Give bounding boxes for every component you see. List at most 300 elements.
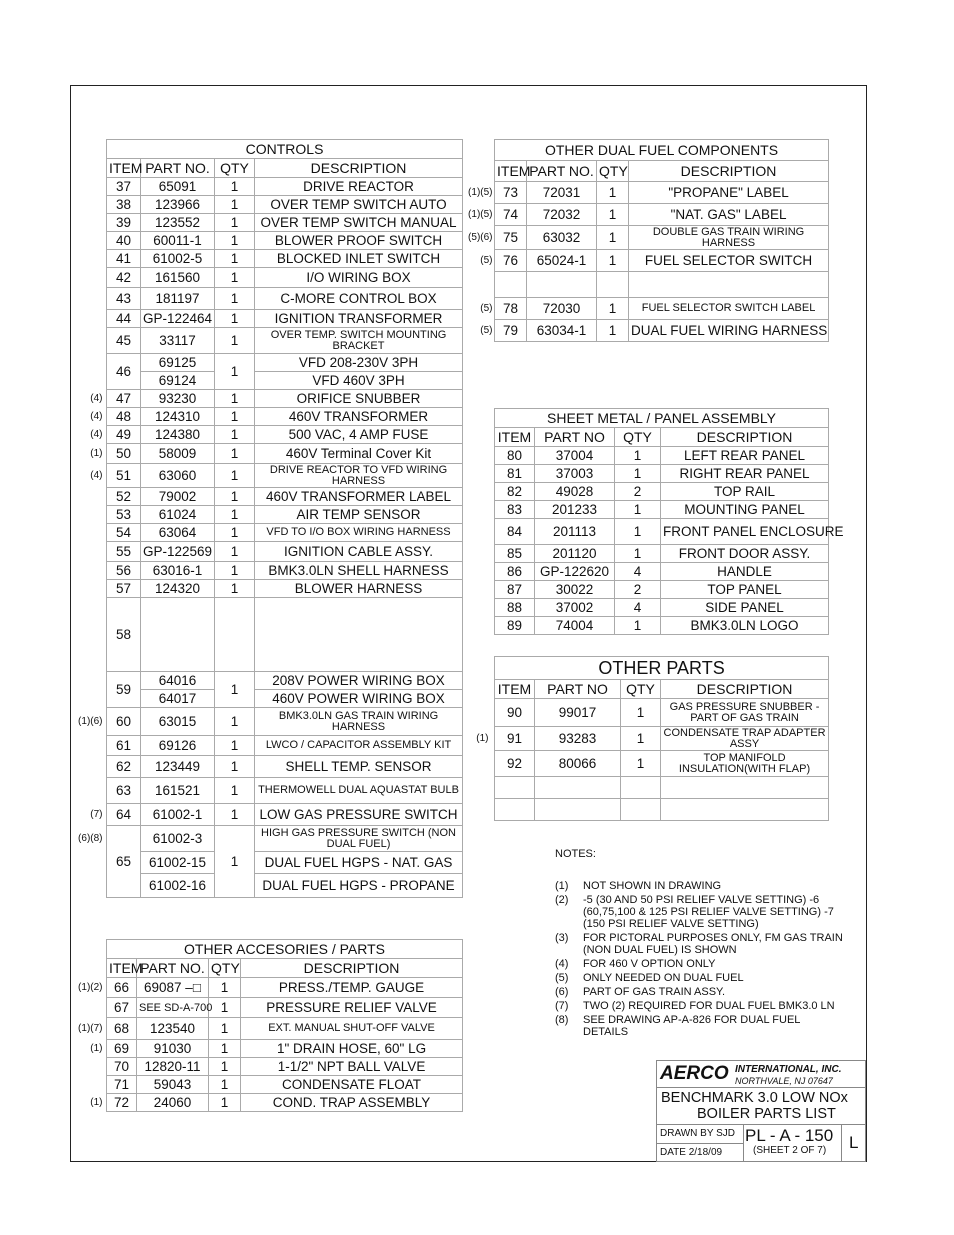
desc-cell: VFD 208-230V 3PH [255, 354, 463, 372]
part-cell: 30022 [535, 581, 615, 599]
desc-cell: LOW GAS PRESSURE SWITCH [255, 804, 463, 826]
desc-cell: CONDENSATE TRAP ADAPTER ASSY [661, 727, 829, 751]
qty-cell: 1 [597, 250, 629, 272]
note-text: -5 (30 AND 50 PSI RELIEF VALVE SETTING) -6 (60,75,100 & 125 PSI RELIEF VALVE SETTING) -7 (150 PSI RELIEF VALVE SETTING) [583, 894, 834, 930]
part-cell: 72030 [527, 298, 597, 320]
item-cell: 63 [107, 778, 141, 804]
item-cell: 62 [107, 756, 141, 778]
col-item: ITEM [495, 680, 535, 699]
qty-cell: 1 [215, 232, 255, 250]
desc-cell: TOP RAIL [661, 483, 829, 501]
item-cell: 75 [495, 226, 527, 250]
other-parts-title: OTHER PARTS [495, 657, 829, 680]
item-cell: 79 [495, 320, 527, 342]
item-cell: 59 [107, 672, 141, 708]
row-note: (5) [480, 302, 493, 314]
table-row [107, 426, 463, 444]
item-cell: 66 [107, 978, 137, 998]
part-cell: 123540 [137, 1018, 209, 1040]
desc-cell: TOP MANIFOLD INSULATION(WITH FLAP) [661, 751, 829, 777]
desc-cell: SIDE PANEL [661, 599, 829, 617]
desc-cell: 1-1/2" NPT BALL VALVE [241, 1058, 463, 1076]
part-cell: 12820-11 [137, 1058, 209, 1076]
desc-cell: BLOWER HARNESS [255, 580, 463, 598]
qty-cell: 1 [209, 998, 241, 1018]
table-row [107, 232, 463, 250]
note-number: (6) [555, 986, 569, 998]
item-cell: 90 [495, 699, 535, 727]
desc-cell: DUAL FUEL HGPS - PROPANE [255, 874, 463, 898]
qty-cell: 1 [615, 465, 661, 483]
table-row [107, 328, 463, 354]
col-desc: DESCRIPTION [661, 428, 829, 447]
part-cell: 181197 [141, 288, 215, 310]
qty-cell: 1 [215, 214, 255, 232]
table-row [495, 799, 829, 821]
table-row [495, 320, 829, 342]
desc-cell: OVER TEMP. SWITCH MOUNTING BRACKET [255, 328, 463, 354]
table-row [107, 562, 463, 580]
part-cell: 161560 [141, 268, 215, 288]
qty-cell: 1 [597, 320, 629, 342]
table-row [107, 196, 463, 214]
controls-title: CONTROLS [107, 140, 463, 159]
part-cell: 61002-3 [141, 826, 215, 852]
drawing-title-2: BOILER PARTS LIST [697, 1106, 836, 1122]
qty-cell: 1 [597, 182, 629, 204]
col-qty: QTY [615, 428, 661, 447]
qty-cell: 1 [621, 751, 661, 777]
part-cell: 201113 [535, 519, 615, 545]
qty-cell: 1 [215, 444, 255, 464]
table-row [495, 447, 829, 465]
revision-letter: L [849, 1133, 859, 1152]
table-row [107, 1094, 463, 1112]
item-cell: 65 [107, 826, 141, 898]
sheet-metal-table [494, 408, 844, 635]
table-row [495, 501, 829, 519]
table-row [107, 826, 463, 852]
table-row [495, 581, 829, 599]
part-cell: GP-122620 [535, 563, 615, 581]
table-row [107, 542, 463, 562]
table-row [107, 444, 463, 464]
col-part: PART NO. [527, 161, 597, 182]
col-part: PART NO [535, 680, 621, 699]
desc-cell: BLOCKED INLET SWITCH [255, 250, 463, 268]
drawing-date: DATE 2/18/09 [660, 1147, 723, 1158]
qty-cell: 1 [215, 464, 255, 488]
desc-cell: TOP PANEL [661, 581, 829, 599]
note-text: PART OF GAS TRAIN ASSY. [583, 986, 726, 998]
row-note: (1)(2) [78, 981, 103, 993]
item-cell: 38 [107, 196, 141, 214]
note-number: (1) [555, 880, 569, 892]
desc-cell: COND. TRAP ASSEMBLY [241, 1094, 463, 1112]
title-block [656, 1060, 866, 1162]
accessories-table [106, 939, 463, 1112]
note-item [555, 972, 843, 984]
note-text: FOR 460 V OPTION ONLY [583, 958, 716, 970]
desc-cell [629, 272, 829, 298]
part-cell [527, 272, 597, 298]
part-cell: 49028 [535, 483, 615, 501]
item-cell: 40 [107, 232, 141, 250]
table-row [107, 372, 463, 390]
part-cell: 61002-16 [141, 874, 215, 898]
note-text: SEE DRAWING AP-A-826 FOR DUAL FUEL DETAILS [583, 1014, 800, 1038]
desc-cell: FRONT DOOR ASSY. [661, 545, 829, 563]
table-row [107, 1040, 463, 1058]
table-row [107, 506, 463, 524]
qty-cell: 1 [215, 390, 255, 408]
qty-cell: 1 [215, 196, 255, 214]
part-cell [141, 598, 215, 672]
table-row [495, 617, 829, 635]
note-item [555, 1000, 843, 1012]
desc-cell: LWCO / CAPACITOR ASSEMBLY KIT [255, 736, 463, 756]
item-cell: 73 [495, 182, 527, 204]
desc-cell: 460V Terminal Cover Kit [255, 444, 463, 464]
empty-cell [495, 777, 535, 799]
table-row [107, 1058, 463, 1076]
part-cell: 123966 [141, 196, 215, 214]
empty-cell [621, 777, 661, 799]
qty-cell: 1 [615, 617, 661, 635]
table-row [107, 214, 463, 232]
note-number: (5) [555, 972, 569, 984]
part-cell: 24060 [137, 1094, 209, 1112]
col-desc: DESCRIPTION [255, 159, 463, 178]
table-row [107, 598, 463, 672]
desc-cell: BMK3.0LN SHELL HARNESS [255, 562, 463, 580]
part-cell: 161521 [141, 778, 215, 804]
part-cell: 61002-5 [141, 250, 215, 268]
part-cell: 91030 [137, 1040, 209, 1058]
part-cell: 64017 [141, 690, 215, 708]
qty-cell: 2 [615, 581, 661, 599]
empty-cell [495, 799, 535, 821]
item-cell: 50 [107, 444, 141, 464]
qty-cell: 4 [615, 563, 661, 581]
qty-cell: 1 [215, 580, 255, 598]
item-cell: 82 [495, 483, 535, 501]
table-row [495, 483, 829, 501]
qty-cell [597, 272, 629, 298]
item-cell: 60 [107, 708, 141, 736]
item-cell: 85 [495, 545, 535, 563]
table-row [107, 354, 463, 372]
qty-cell: 1 [215, 506, 255, 524]
qty-cell: 1 [209, 1058, 241, 1076]
company-logo: AERCO [660, 1063, 729, 1084]
part-cell: 72031 [527, 182, 597, 204]
part-cell: 69126 [141, 736, 215, 756]
col-desc: DESCRIPTION [661, 680, 829, 699]
item-cell: 55 [107, 542, 141, 562]
empty-cell [535, 777, 621, 799]
table-row [107, 804, 463, 826]
qty-cell: 1 [215, 268, 255, 288]
table-row [495, 272, 829, 298]
desc-cell: DRIVE REACTOR [255, 178, 463, 196]
qty-cell: 4 [615, 599, 661, 617]
qty-cell: 1 [215, 804, 255, 826]
item-cell: 68 [107, 1018, 137, 1040]
note-number: (4) [555, 958, 569, 970]
qty-cell: 1 [621, 727, 661, 751]
item-cell: 72 [107, 1094, 137, 1112]
item-cell: 48 [107, 408, 141, 426]
item-cell: 56 [107, 562, 141, 580]
table-row [495, 751, 829, 777]
table-row [107, 178, 463, 196]
desc-cell: I/O WIRING BOX [255, 268, 463, 288]
part-cell: 61024 [141, 506, 215, 524]
controls-table [106, 139, 463, 898]
table-row [107, 250, 463, 268]
col-qty: QTY [621, 680, 661, 699]
empty-cell [661, 799, 829, 821]
part-cell: 93230 [141, 390, 215, 408]
part-cell: 63034-1 [527, 320, 597, 342]
table-row [107, 778, 463, 804]
qty-cell: 1 [597, 226, 629, 250]
drawing-number: PL - A - 150 [745, 1126, 834, 1145]
row-note: (4) [90, 410, 103, 422]
sheet-metal-title: SHEET METAL / PANEL ASSEMBLY [495, 409, 829, 428]
qty-cell: 1 [597, 298, 629, 320]
item-cell: 67 [107, 998, 137, 1018]
part-cell: 63060 [141, 464, 215, 488]
table-row [107, 1076, 463, 1094]
accessories-title: OTHER ACCESORIES / PARTS [107, 940, 463, 959]
part-cell: 80066 [535, 751, 621, 777]
row-note: (7) [90, 808, 103, 820]
desc-cell: OVER TEMP SWITCH AUTO [255, 196, 463, 214]
part-cell: GP-122569 [141, 542, 215, 562]
item-cell: 91 [495, 727, 535, 751]
qty-cell: 1 [215, 178, 255, 196]
table-row [107, 1018, 463, 1040]
row-note: (5)(6) [468, 231, 493, 243]
qty-cell: 1 [215, 736, 255, 756]
item-cell: 92 [495, 751, 535, 777]
desc-cell: MOUNTING PANEL [661, 501, 829, 519]
part-cell: 201120 [535, 545, 615, 563]
part-cell: 37003 [535, 465, 615, 483]
desc-cell: "PROPANE" LABEL [629, 182, 829, 204]
note-number: (8) [555, 1014, 569, 1026]
row-note: (4) [90, 392, 103, 404]
qty-cell: 1 [597, 204, 629, 226]
qty-cell: 1 [615, 447, 661, 465]
part-cell: 69124 [141, 372, 215, 390]
qty-cell: 1 [209, 1018, 241, 1040]
qty-cell: 1 [215, 562, 255, 580]
part-cell: 59043 [137, 1076, 209, 1094]
desc-cell: 208V POWER WIRING BOX [255, 672, 463, 690]
qty-cell: 1 [215, 524, 255, 542]
part-cell: 37004 [535, 447, 615, 465]
desc-cell: GAS PRESSURE SNUBBER - PART OF GAS TRAIN [661, 699, 829, 727]
table-row [107, 408, 463, 426]
note-item [555, 958, 843, 970]
item-cell: 71 [107, 1076, 137, 1094]
company-name: INTERNATIONAL, INC. [735, 1064, 842, 1075]
item-cell: 51 [107, 464, 141, 488]
other-parts-table [494, 656, 829, 821]
qty-cell: 1 [615, 545, 661, 563]
item-cell: 53 [107, 506, 141, 524]
table-row [495, 727, 829, 751]
row-note: (1)(5) [468, 208, 493, 220]
col-qty: QTY [209, 959, 241, 978]
table-row [495, 204, 829, 226]
desc-cell: LEFT REAR PANEL [661, 447, 829, 465]
row-note: (1) [90, 447, 103, 459]
table-row [107, 524, 463, 542]
table-row [107, 488, 463, 506]
qty-cell: 1 [215, 250, 255, 268]
desc-cell: "NAT. GAS" LABEL [629, 204, 829, 226]
note-number: (7) [555, 1000, 569, 1012]
part-cell: 79002 [141, 488, 215, 506]
part-cell: 99017 [535, 699, 621, 727]
col-qty: QTY [215, 159, 255, 178]
desc-cell: PRESS./TEMP. GAUGE [241, 978, 463, 998]
item-cell: 43 [107, 288, 141, 310]
qty-cell: 1 [215, 826, 255, 898]
item-cell: 86 [495, 563, 535, 581]
note-item [555, 986, 843, 998]
qty-cell: 1 [215, 408, 255, 426]
item-cell: 44 [107, 310, 141, 328]
row-note: (1) [476, 732, 489, 744]
item-cell: 45 [107, 328, 141, 354]
desc-cell: DUAL FUEL WIRING HARNESS [629, 320, 829, 342]
qty-cell: 1 [615, 501, 661, 519]
empty-cell [535, 799, 621, 821]
item-cell: 54 [107, 524, 141, 542]
table-row [495, 298, 829, 320]
item-cell: 81 [495, 465, 535, 483]
table-row [495, 699, 829, 727]
empty-cell [621, 799, 661, 821]
desc-cell: DRIVE REACTOR TO VFD WIRING HARNESS [255, 464, 463, 488]
part-cell: 61002-1 [141, 804, 215, 826]
empty-cell [661, 777, 829, 799]
desc-cell: PRESSURE RELIEF VALVE [241, 998, 463, 1018]
part-cell: 63032 [527, 226, 597, 250]
dual-fuel-table [494, 139, 829, 342]
desc-cell: THERMOWELL DUAL AQUASTAT BULB [255, 778, 463, 804]
part-cell: 60011-1 [141, 232, 215, 250]
desc-cell: SHELL TEMP. SENSOR [255, 756, 463, 778]
note-text: TWO (2) REQUIRED FOR DUAL FUEL BMK3.0 LN [583, 1000, 835, 1012]
row-note: (1)(7) [78, 1022, 103, 1034]
item-cell: 41 [107, 250, 141, 268]
col-qty: QTY [597, 161, 629, 182]
note-item [555, 1014, 843, 1038]
row-note: (1)(5) [468, 186, 493, 198]
drawing-title-1: BENCHMARK 3.0 LOW NOx [661, 1090, 848, 1106]
part-cell: 69125 [141, 354, 215, 372]
col-part: PART NO [535, 428, 615, 447]
qty-cell: 1 [209, 1040, 241, 1058]
note-number: (2) [555, 894, 569, 906]
col-part: PART NO. [137, 959, 209, 978]
item-cell: 83 [495, 501, 535, 519]
qty-cell: 1 [209, 978, 241, 998]
item-cell: 46 [107, 354, 141, 390]
qty-cell: 2 [615, 483, 661, 501]
part-cell: 58009 [141, 444, 215, 464]
desc-cell: BMK3.0LN GAS TRAIN WIRING HARNESS [255, 708, 463, 736]
table-row [107, 464, 463, 488]
desc-cell: FRONT PANEL ENCLOSURE [661, 519, 829, 545]
row-note: (1)(6) [78, 715, 103, 727]
table-row [107, 708, 463, 736]
part-cell: 124320 [141, 580, 215, 598]
desc-cell: OVER TEMP SWITCH MANUAL [255, 214, 463, 232]
item-cell [495, 272, 527, 298]
desc-cell: VFD TO I/O BOX WIRING HARNESS [255, 524, 463, 542]
item-cell: 49 [107, 426, 141, 444]
part-cell: 61002-15 [141, 852, 215, 874]
note-item [555, 932, 843, 956]
company-address: NORTHVALE, NJ 07647 [735, 1076, 833, 1086]
desc-cell: VFD 460V 3PH [255, 372, 463, 390]
item-cell: 84 [495, 519, 535, 545]
table-row [107, 756, 463, 778]
table-row [107, 390, 463, 408]
item-cell: 64 [107, 804, 141, 826]
table-row [495, 563, 829, 581]
item-cell: 87 [495, 581, 535, 599]
table-row [107, 998, 463, 1018]
table-row [495, 599, 829, 617]
part-cell: SEE SD-A-700 [137, 998, 209, 1018]
dual-fuel-title: OTHER DUAL FUEL COMPONENTS [495, 140, 829, 161]
part-cell: 64016 [141, 672, 215, 690]
row-note: (1) [90, 1042, 103, 1054]
part-cell: 93283 [535, 727, 621, 751]
part-cell: 123449 [141, 756, 215, 778]
table-row [495, 777, 829, 799]
part-cell: 65024-1 [527, 250, 597, 272]
part-cell: 201233 [535, 501, 615, 519]
desc-cell: C-MORE CONTROL BOX [255, 288, 463, 310]
part-cell: 63016-1 [141, 562, 215, 580]
desc-cell: IGNITION TRANSFORMER [255, 310, 463, 328]
notes-heading: NOTES: [555, 848, 596, 860]
qty-cell: 1 [215, 708, 255, 736]
desc-cell: HIGH GAS PRESSURE SWITCH (NON DUAL FUEL) [255, 826, 463, 852]
part-cell: 74004 [535, 617, 615, 635]
row-note: (1) [90, 1096, 103, 1108]
notes-section [555, 848, 843, 1040]
part-cell: GP-122464 [141, 310, 215, 328]
desc-cell: BLOWER PROOF SWITCH [255, 232, 463, 250]
desc-cell: RIGHT REAR PANEL [661, 465, 829, 483]
table-row [107, 690, 463, 708]
part-cell: 63015 [141, 708, 215, 736]
qty-cell: 1 [215, 542, 255, 562]
desc-cell: 460V POWER WIRING BOX [255, 690, 463, 708]
item-cell: 89 [495, 617, 535, 635]
item-cell: 61 [107, 736, 141, 756]
